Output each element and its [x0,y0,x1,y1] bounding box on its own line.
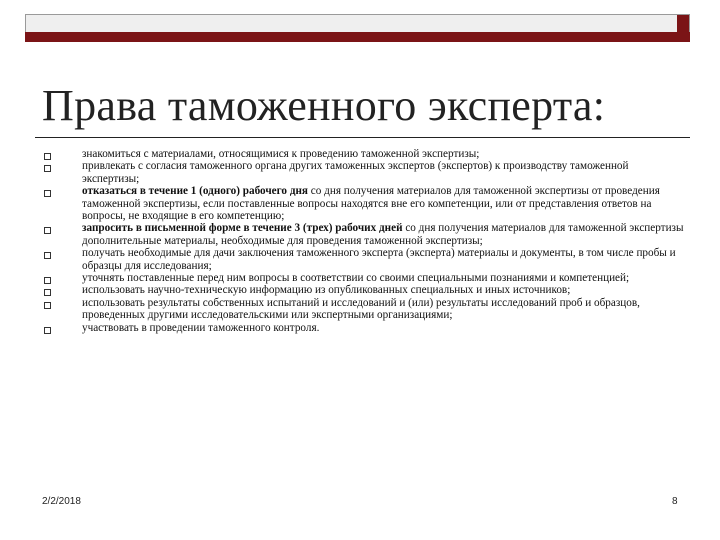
list-item-body-text: получать необходимые для дачи заключения таможенного эксперта (эксперта) материалы и документы, в том числе пробы и образцы для исследования; [82,247,676,272]
list-item-body-text: со дня получения материалов для таможенной экспертизы от проведения таможенной экспертизы, если поставленные вопросы находятся вне его компетенции, или от представления ответов на вопросы, не входящие в его компетенцию; [82,185,660,223]
slide-title: Права таможенного эксперта: [42,81,606,130]
rights-list [44,148,684,334]
list-item-text [82,284,684,296]
square-bullet-icon [44,190,51,197]
list-item-body-text: использовать научно-техническую информацию из опубликованных специальных и иных источников; [82,284,571,297]
square-bullet-icon [44,289,51,296]
list-item-body-text: использовать результаты собственных испытаний и исследований и (или) результаты исследований проб и образцов, проведенных другими исследовательскими или экспертными организациями; [82,296,640,322]
list-item-body-text: со дня получения материалов для таможенной экспертизы дополнительные материалы, необходимые для проведения таможенной экспертизы; [82,222,684,247]
list-item [44,185,684,222]
footer-date: 2/2/2018 [42,496,81,507]
list-item-text [82,185,684,222]
list-item [44,148,684,160]
list-item-text [82,297,684,322]
list-item-text [82,222,684,247]
list-item-text [82,160,684,185]
square-bullet-icon [44,153,51,160]
list-item [44,247,684,272]
list-item [44,322,684,334]
list-item [44,222,684,247]
list-item [44,297,684,322]
list-item-text [82,322,684,334]
header-accent-bar [25,32,690,42]
square-bullet-icon [44,277,51,284]
list-item-body-text: знакомиться с материалами, относящимися к проведению таможенной экспертизы; [82,148,480,160]
square-bullet-icon [44,252,51,259]
list-item-bold-text: запросить в письменной форме в течение 3 (трех) рабочих дней [82,222,403,235]
square-bullet-icon [44,165,51,172]
list-item-body-text: участвовать в проведении таможенного контроля. [82,321,320,334]
list-item-body-text: уточнять поставленные перед ним вопросы в соответствии со своими специальными познаниями и компетенцией; [82,272,630,285]
list-item-text [82,272,684,284]
list-item [44,284,684,296]
page-number: 8 [672,496,678,507]
list-item [44,160,684,185]
square-bullet-icon [44,327,51,334]
list-item [44,272,684,284]
title-divider [35,137,690,138]
square-bullet-icon [44,227,51,234]
list-item-text [82,148,684,160]
list-item-body-text: привлекать с согласия таможенного органа других таможенных экспертов (экспертов) к производству таможенной экспертизы; [82,160,629,185]
list-item-text [82,247,684,272]
square-bullet-icon [44,302,51,309]
list-item-bold-text: отказаться в течение 1 (одного) рабочего дня [82,185,308,198]
